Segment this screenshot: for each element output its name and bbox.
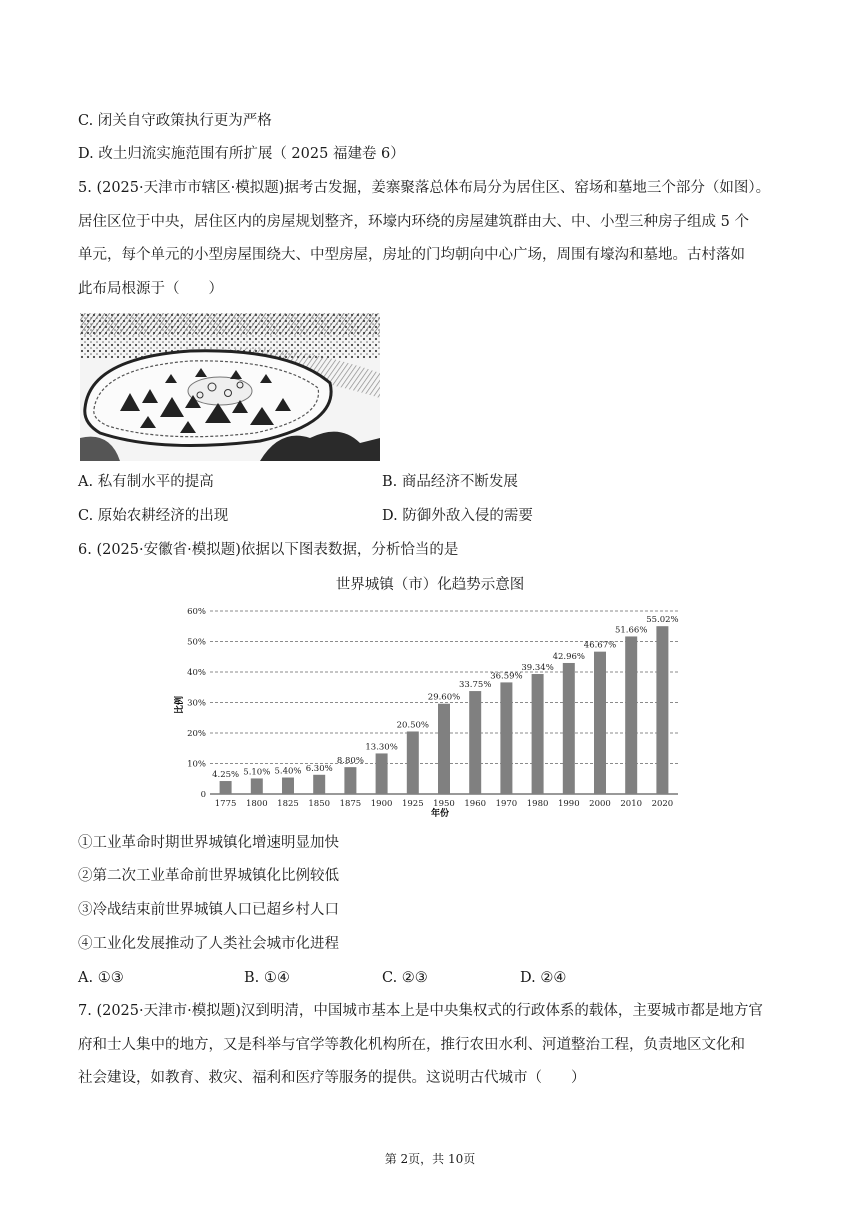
bar-1990 bbox=[563, 663, 575, 794]
x-tick-label: 1980 bbox=[526, 799, 549, 809]
bar-1800 bbox=[251, 778, 263, 794]
x-tick-label: 1850 bbox=[308, 799, 331, 809]
bar-value-label: 5.10% bbox=[243, 767, 271, 778]
q6-statement-3: ③冷战结束前世界城镇人口已超乡村人口 bbox=[78, 902, 339, 918]
q7-stem-line-1: 7. (2025·天津市·模拟题)汉到明清，中国城市基本上是中央集权式的行政体系的载体，主要城市都是地方官 bbox=[78, 1003, 763, 1019]
x-tick-label: 1800 bbox=[245, 799, 268, 809]
bar-value-label: 39.34% bbox=[521, 663, 554, 674]
x-tick-label: 1960 bbox=[464, 799, 487, 809]
bar-value-label: 13.30% bbox=[365, 742, 398, 753]
bar-value-label: 55.02% bbox=[646, 615, 679, 626]
bar-1850 bbox=[313, 775, 325, 794]
bar-value-label: 29.60% bbox=[427, 692, 461, 703]
x-tick-label: 1825 bbox=[277, 799, 299, 809]
x-tick-label: 1875 bbox=[339, 799, 362, 809]
q6-statement-1: ①工业革命时期世界城镇化增速明显加快 bbox=[78, 835, 339, 851]
q6-option-c: C. ②③ bbox=[382, 970, 428, 986]
x-tick-label: 1900 bbox=[370, 799, 393, 809]
q5-stem-line-2: 居住区位于中央，居住区内的房屋规划整齐，环壕内环绕的房屋建筑群由大、中、小型三种房子组成 5 个 bbox=[78, 214, 749, 230]
q5-stem-line-1: 5. (2025·天津市市辖区·模拟题)据考古发掘，姜寨聚落总体布局分为居住区、窑场和墓地三个部分（如图）。 bbox=[78, 180, 771, 196]
bar-2020 bbox=[656, 626, 668, 794]
bar-value-label: 5.40% bbox=[274, 766, 302, 777]
q6-option-b: B. ①④ bbox=[244, 970, 290, 986]
bar-1825 bbox=[282, 778, 294, 794]
q7-stem-line-3: 社会建设，如教育、救灾、福利和医疗等服务的提供。这说明古代城市（ ） bbox=[78, 1070, 586, 1086]
bar-value-label: 46.67% bbox=[583, 640, 617, 651]
y-tick-label: 60% bbox=[187, 607, 206, 617]
q5-option-d: D. 防御外敌入侵的需要 bbox=[382, 508, 533, 524]
bar-value-label: 42.96% bbox=[552, 651, 586, 662]
bar-1950 bbox=[438, 704, 450, 794]
y-tick-label: 10% bbox=[187, 759, 206, 770]
page-number-footer: 第 2页，共 10页 bbox=[384, 1152, 476, 1166]
x-tick-label: 2020 bbox=[651, 799, 674, 809]
bar-2010 bbox=[625, 636, 637, 794]
bar-value-label: 20.50% bbox=[396, 720, 430, 731]
bar-value-label: 8.80% bbox=[336, 756, 364, 767]
q7-stem-line-2: 府和士人集中的地方，又是科举与官学等教化机构所在，推行农田水利、河道整治工程，负责地区文化和 bbox=[78, 1037, 745, 1053]
q6-statement-4: ④工业化发展推动了人类社会城市化进程 bbox=[78, 936, 339, 952]
jiangzhai-settlement-sketch bbox=[80, 313, 380, 461]
x-axis-label: 年份 bbox=[430, 809, 450, 819]
chart-title: 世界城镇（市）化趋势示意图 bbox=[335, 577, 525, 593]
urbanization-bar-chart bbox=[170, 600, 690, 826]
bar-1925 bbox=[407, 731, 419, 794]
x-tick-label: 1950 bbox=[433, 799, 455, 809]
x-tick-label: 1775 bbox=[214, 799, 237, 809]
q5-stem-line-3: 单元，每个单元的小型房屋围绕大、中型房屋，房址的门均朝向中心广场，周围有壕沟和墓地。古村落如 bbox=[78, 247, 745, 263]
x-tick-label: 2000 bbox=[589, 799, 611, 809]
q6-option-d: D. ②④ bbox=[520, 970, 567, 986]
q4-option-d: D. 改土归流实施范围有所扩展（ 2025 福建卷 6） bbox=[78, 146, 405, 162]
bar-1875 bbox=[344, 767, 356, 794]
bar-2000 bbox=[594, 652, 606, 794]
y-tick-label: 30% bbox=[187, 698, 206, 709]
q6-stem: 6. (2025·安徽省·模拟题)依据以下图表数据，分析恰当的是 bbox=[78, 542, 459, 558]
x-tick-label: 1990 bbox=[557, 799, 580, 809]
q5-option-b: B. 商品经济不断发展 bbox=[382, 474, 518, 490]
bar-1775 bbox=[220, 781, 232, 794]
q6-statement-2: ②第二次工业革命前世界城镇化比例较低 bbox=[78, 868, 339, 884]
bar-1960 bbox=[469, 691, 481, 794]
bar-value-label: 36.59% bbox=[490, 671, 523, 682]
y-tick-label: 0 bbox=[200, 790, 206, 800]
bar-1980 bbox=[532, 674, 544, 794]
y-tick-label: 50% bbox=[187, 637, 206, 648]
bar-value-label: 33.75% bbox=[458, 680, 492, 691]
x-tick-label: 1925 bbox=[401, 799, 424, 809]
bar-value-label: 6.30% bbox=[305, 763, 333, 774]
y-axis-label: 比例 bbox=[175, 695, 185, 715]
y-tick-label: 40% bbox=[187, 668, 206, 678]
q5-option-a: A. 私有制水平的提高 bbox=[78, 474, 214, 490]
bar-1970 bbox=[500, 682, 512, 794]
x-tick-label: 2010 bbox=[620, 799, 643, 809]
bar-1900 bbox=[376, 753, 388, 794]
q5-stem-line-4: 此布局根源于（ ） bbox=[78, 281, 223, 297]
q5-option-c: C. 原始农耕经济的出现 bbox=[78, 508, 229, 524]
y-tick-label: 20% bbox=[187, 729, 206, 739]
q6-option-a: A. ①③ bbox=[78, 970, 124, 986]
q4-option-c: C. 闭关自守政策执行更为严格 bbox=[78, 113, 272, 129]
bar-value-label: 4.25% bbox=[212, 770, 240, 781]
bar-value-label: 51.66% bbox=[614, 625, 648, 636]
x-tick-label: 1970 bbox=[495, 799, 518, 809]
